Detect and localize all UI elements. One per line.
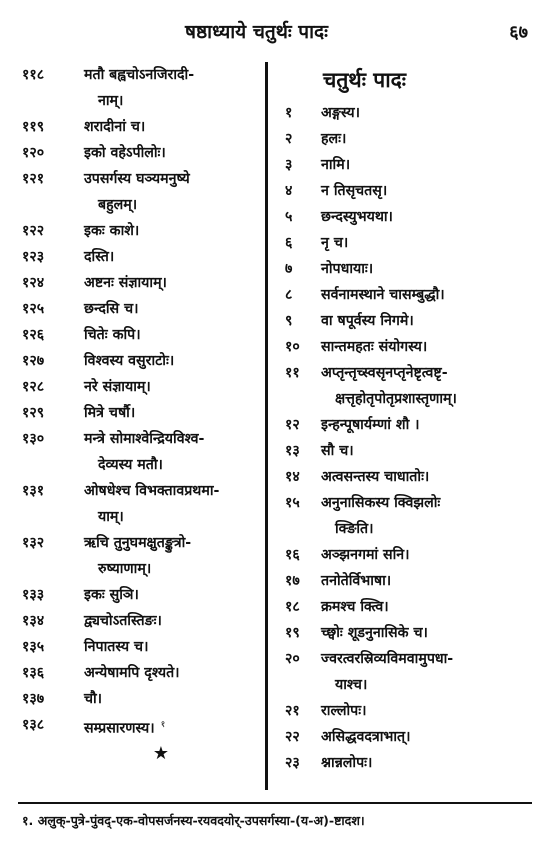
right-column-sutras xyxy=(285,62,535,776)
sutra-number: १ xyxy=(285,105,293,121)
sutra-text xyxy=(321,646,535,698)
sutra-number: १२७ xyxy=(22,353,45,369)
sutra-continuation: बहुलम्। xyxy=(98,197,138,213)
sutra-number: ८ xyxy=(285,287,293,303)
sutra-entry xyxy=(22,712,260,742)
sutra-number: १३७ xyxy=(22,691,45,707)
sutra-line: तनोतेर्विभाषा। xyxy=(321,573,392,589)
sutra-line: सर्वनामस्थाने चासम्बुद्धौ। xyxy=(321,287,445,303)
sutra-text xyxy=(84,634,260,660)
sutra-number: १२६ xyxy=(22,327,45,343)
sutra-entry xyxy=(22,244,260,270)
sutra-number: १३५ xyxy=(22,639,45,655)
sutra-text xyxy=(84,348,260,374)
sutra-text xyxy=(321,308,535,334)
running-title: षष्ठाध्याये चतुर्थः पादः xyxy=(185,21,328,43)
sutra-number: १३८ xyxy=(22,717,45,733)
sutra-text xyxy=(84,322,260,348)
sutra-text xyxy=(84,582,260,608)
sutra-entry xyxy=(285,334,535,360)
sutra-entry xyxy=(285,282,535,308)
sutra-line: मतौ बह्वचोऽनजिरादी- xyxy=(84,67,195,83)
sutra-entry xyxy=(22,660,260,686)
sutra-entry xyxy=(22,166,260,218)
sutra-number: १३३ xyxy=(22,587,45,603)
sutra-number: १२ xyxy=(285,417,300,433)
sutra-line: अनुनासिकस्य क्विझलोः xyxy=(321,495,441,511)
sutra-text xyxy=(321,620,535,646)
sutra-text xyxy=(84,478,260,530)
sutra-text xyxy=(321,568,535,594)
sutra-entry xyxy=(22,114,260,140)
sutra-number: ९ xyxy=(285,313,293,329)
sutra-entry xyxy=(285,620,535,646)
sutra-text xyxy=(321,594,535,620)
sutra-number: ३ xyxy=(285,157,293,173)
sutra-entry xyxy=(285,464,535,490)
sutra-text xyxy=(321,204,535,230)
sutra-number: ११८ xyxy=(22,67,45,83)
sutra-line: अङ्गस्य। xyxy=(321,105,360,121)
sutra-number: १२८ xyxy=(22,379,45,395)
sutra-line: इकः सुञि। xyxy=(84,587,139,603)
sutra-line: अष्टनः संज्ञायाम्। xyxy=(84,275,167,291)
sutra-line: सम्प्रसारणस्य। xyxy=(84,720,155,737)
sutra-text xyxy=(321,126,535,152)
left-column-sutras xyxy=(22,62,260,766)
sutra-text xyxy=(321,256,535,282)
sutra-entry xyxy=(285,542,535,568)
sutra-text xyxy=(84,400,260,426)
sutra-line: शरादीनां च। xyxy=(84,119,146,135)
sutra-entry xyxy=(22,218,260,244)
sutra-line: चितेः कपि। xyxy=(84,327,141,343)
sutra-line: नामि। xyxy=(321,157,351,173)
sutra-number: १२५ xyxy=(22,301,45,317)
sutra-line: ऋचि तुनुघमक्षुतङ्कुत्रो- xyxy=(84,535,192,551)
sutra-text xyxy=(84,244,260,270)
sutra-entry xyxy=(22,296,260,322)
sutra-entry xyxy=(285,100,535,126)
sutra-entry xyxy=(22,686,260,712)
sutra-line: नरे संज्ञायाम्। xyxy=(84,379,151,395)
sutra-line: वा षपूर्वस्य निगमे। xyxy=(321,313,414,329)
sutra-line: असिद्धवदत्राभात्। xyxy=(321,729,411,745)
sutra-number: ७ xyxy=(285,261,293,277)
sutra-entry xyxy=(22,140,260,166)
sutra-line: मित्रे चर्षौ। xyxy=(84,405,136,421)
sutra-entry xyxy=(285,126,535,152)
sutra-text xyxy=(321,542,535,568)
sutra-entry xyxy=(22,400,260,426)
sutra-text xyxy=(84,140,260,166)
sutra-entry xyxy=(22,348,260,374)
sutra-text xyxy=(321,464,535,490)
sutra-text xyxy=(321,282,535,308)
sutra-entry xyxy=(22,530,260,582)
sutra-continuation: देव्यस्य मतौ। xyxy=(98,457,163,473)
sutra-number: १२० xyxy=(22,145,45,161)
sutra-line: मन्त्रे सोमाश्वेन्द्रियविश्व- xyxy=(84,431,205,447)
sutra-line: छन्दस्युभयथा। xyxy=(321,209,393,225)
sutra-number: १६ xyxy=(285,547,300,563)
sutra-entry xyxy=(22,374,260,400)
sutra-text xyxy=(321,724,535,750)
sutra-text xyxy=(84,62,260,114)
sutra-entry xyxy=(22,426,260,478)
sutra-entry xyxy=(285,178,535,204)
sutra-entry xyxy=(22,478,260,530)
sutra-line: श्नान्नलोपः। xyxy=(321,755,373,771)
sutra-line: ज्वरत्वरस्रिव्यविमवामुपधा- xyxy=(321,651,454,667)
sutra-text xyxy=(84,530,260,582)
sutra-number: १२९ xyxy=(22,405,45,421)
sutra-line: न तिसृचतसृ। xyxy=(321,183,388,199)
sutra-entry xyxy=(285,230,535,256)
sutra-number: १३ xyxy=(285,443,300,459)
sutra-continuation: नाम्। xyxy=(98,93,124,109)
sutra-entry xyxy=(22,270,260,296)
sutra-line: उपसर्गस्य घञ्यमनुष्ये xyxy=(84,171,190,187)
sutra-entry xyxy=(285,698,535,724)
sutra-number: ५ xyxy=(285,209,293,225)
footnote-rule xyxy=(18,802,532,804)
sutra-line: इको वहेऽपीलोः। xyxy=(84,145,166,161)
sutra-line: नृ च। xyxy=(321,235,349,251)
sutra-line: नोपधायाः। xyxy=(321,261,374,277)
sutra-entry xyxy=(285,308,535,334)
sutra-entry xyxy=(285,360,535,412)
sutra-number: १३४ xyxy=(22,613,45,629)
sutra-line: च्छ्वोः शूडनुनासिके च। xyxy=(321,625,428,641)
sutra-entry xyxy=(22,62,260,114)
sutra-entry xyxy=(285,438,535,464)
sutra-number: २३ xyxy=(285,755,300,771)
sutra-number: ११ xyxy=(285,365,300,381)
sutra-text xyxy=(84,426,260,478)
sutra-text xyxy=(321,100,535,126)
sutra-entry xyxy=(285,490,535,542)
sutra-continuation: रुष्याणाम्। xyxy=(98,561,152,577)
sutra-text xyxy=(321,490,535,542)
sutra-line: चौ। xyxy=(84,691,103,707)
page-header xyxy=(0,18,550,46)
sutra-text xyxy=(321,698,535,724)
sutra-text xyxy=(84,608,260,634)
sutra-number: १३० xyxy=(22,431,45,447)
section-title: चतुर्थः पादः xyxy=(323,68,407,92)
sutra-text xyxy=(321,360,535,412)
sutra-text xyxy=(321,750,535,776)
sutra-entry xyxy=(285,750,535,776)
sutra-number: १५ xyxy=(285,495,300,511)
sutra-number: २२ xyxy=(285,729,300,745)
sutra-line: द्व्यचोऽतस्तिङः। xyxy=(84,613,162,629)
sutra-text xyxy=(84,686,260,712)
sutra-entry xyxy=(22,582,260,608)
sutra-text xyxy=(84,218,260,244)
sutra-text xyxy=(321,412,535,438)
sutra-line: सान्तमहतः संयोगस्य। xyxy=(321,339,428,355)
sutra-number: २१ xyxy=(285,703,300,719)
sutra-line: राल्लोपः। xyxy=(321,703,367,719)
sutra-line: अत्वसन्तस्य चाधातोः। xyxy=(321,469,430,485)
sutra-entry xyxy=(285,568,535,594)
sutra-number: १८ xyxy=(285,599,300,615)
sutra-text xyxy=(84,712,260,742)
sutra-line: छन्दसि च। xyxy=(84,301,139,317)
sutra-text xyxy=(84,296,260,322)
sutra-number: १२३ xyxy=(22,249,45,265)
sutra-continuation: क्ङिति। xyxy=(335,521,374,537)
sutra-entry xyxy=(285,204,535,230)
sutra-entry xyxy=(22,608,260,634)
sutra-line: दस्ति। xyxy=(84,249,115,265)
sutra-number: ४ xyxy=(285,183,293,199)
sutra-line: हलः। xyxy=(321,131,347,147)
column-divider xyxy=(265,62,268,790)
sutra-line: अन्येषामपि दृश्यते। xyxy=(84,665,180,681)
sutra-number: १९ xyxy=(285,625,300,641)
sutra-number: १० xyxy=(285,339,300,355)
sutra-entry xyxy=(285,412,535,438)
sutra-text xyxy=(321,230,535,256)
sutra-number: १२४ xyxy=(22,275,45,291)
sutra-number: १३१ xyxy=(22,483,45,499)
sutra-number: २० xyxy=(285,651,300,667)
sutra-number: १२१ xyxy=(22,171,45,187)
sutra-line: अप्तृन्तृच्स्वसृनप्तृनेष्टृत्वष्टृ- xyxy=(321,365,448,381)
sutra-line: विश्वस्य वसुराटोः। xyxy=(84,353,175,369)
sutra-continuation: क्षत्तृहोतृपोतृप्रशास्तृणाम्। xyxy=(335,391,457,407)
sutra-text xyxy=(321,438,535,464)
sutra-entry xyxy=(285,256,535,282)
sutra-text xyxy=(321,152,535,178)
sutra-text xyxy=(321,178,535,204)
sutra-text xyxy=(84,166,260,218)
sutra-text xyxy=(321,334,535,360)
sutra-text xyxy=(84,114,260,140)
sutra-entry xyxy=(285,724,535,750)
sutra-number: २ xyxy=(285,131,293,147)
sutra-line: ओषधेश्च विभक्तावप्रथमा- xyxy=(84,483,220,499)
footnote-marker: १ xyxy=(160,720,166,730)
sutra-number: १४ xyxy=(285,469,300,485)
sutra-number: १३२ xyxy=(22,535,45,551)
sutra-number: १३६ xyxy=(22,665,45,681)
sutra-continuation: याम्। xyxy=(98,509,124,525)
sutra-line: इकः काशे। xyxy=(84,223,140,239)
sutra-line: इन्हन्पूषार्यम्णां शौ । xyxy=(321,417,420,433)
footnote: १. अलुक्-पुत्रे-पुंवद्-एक-वोपसर्जनस्य-रयवदयोर्-उपसर्गस्या-(य-अ)-ष्टादश। xyxy=(22,813,365,828)
sutra-line: अञ्झनगमां सनि। xyxy=(321,547,410,563)
sutra-number: ११९ xyxy=(22,119,45,135)
sutra-entry xyxy=(285,594,535,620)
sutra-entry xyxy=(22,634,260,660)
sutra-text xyxy=(84,660,260,686)
sutra-line: सौ च। xyxy=(321,443,354,459)
sutra-text xyxy=(84,374,260,400)
sutra-entry xyxy=(285,646,535,698)
sutra-text xyxy=(84,270,260,296)
sutra-entry xyxy=(285,152,535,178)
sutra-number: १७ xyxy=(285,573,300,589)
sutra-number: ६ xyxy=(285,235,293,251)
sutra-line: निपातस्य च। xyxy=(84,639,149,655)
page-number: ६७ xyxy=(509,22,528,43)
star-ornament: ★ xyxy=(152,742,170,764)
sutra-entry xyxy=(22,322,260,348)
sutra-continuation: याश्च। xyxy=(335,677,368,693)
sutra-number: १२२ xyxy=(22,223,45,239)
sutra-line: क्रमश्च क्त्वि। xyxy=(321,599,389,615)
